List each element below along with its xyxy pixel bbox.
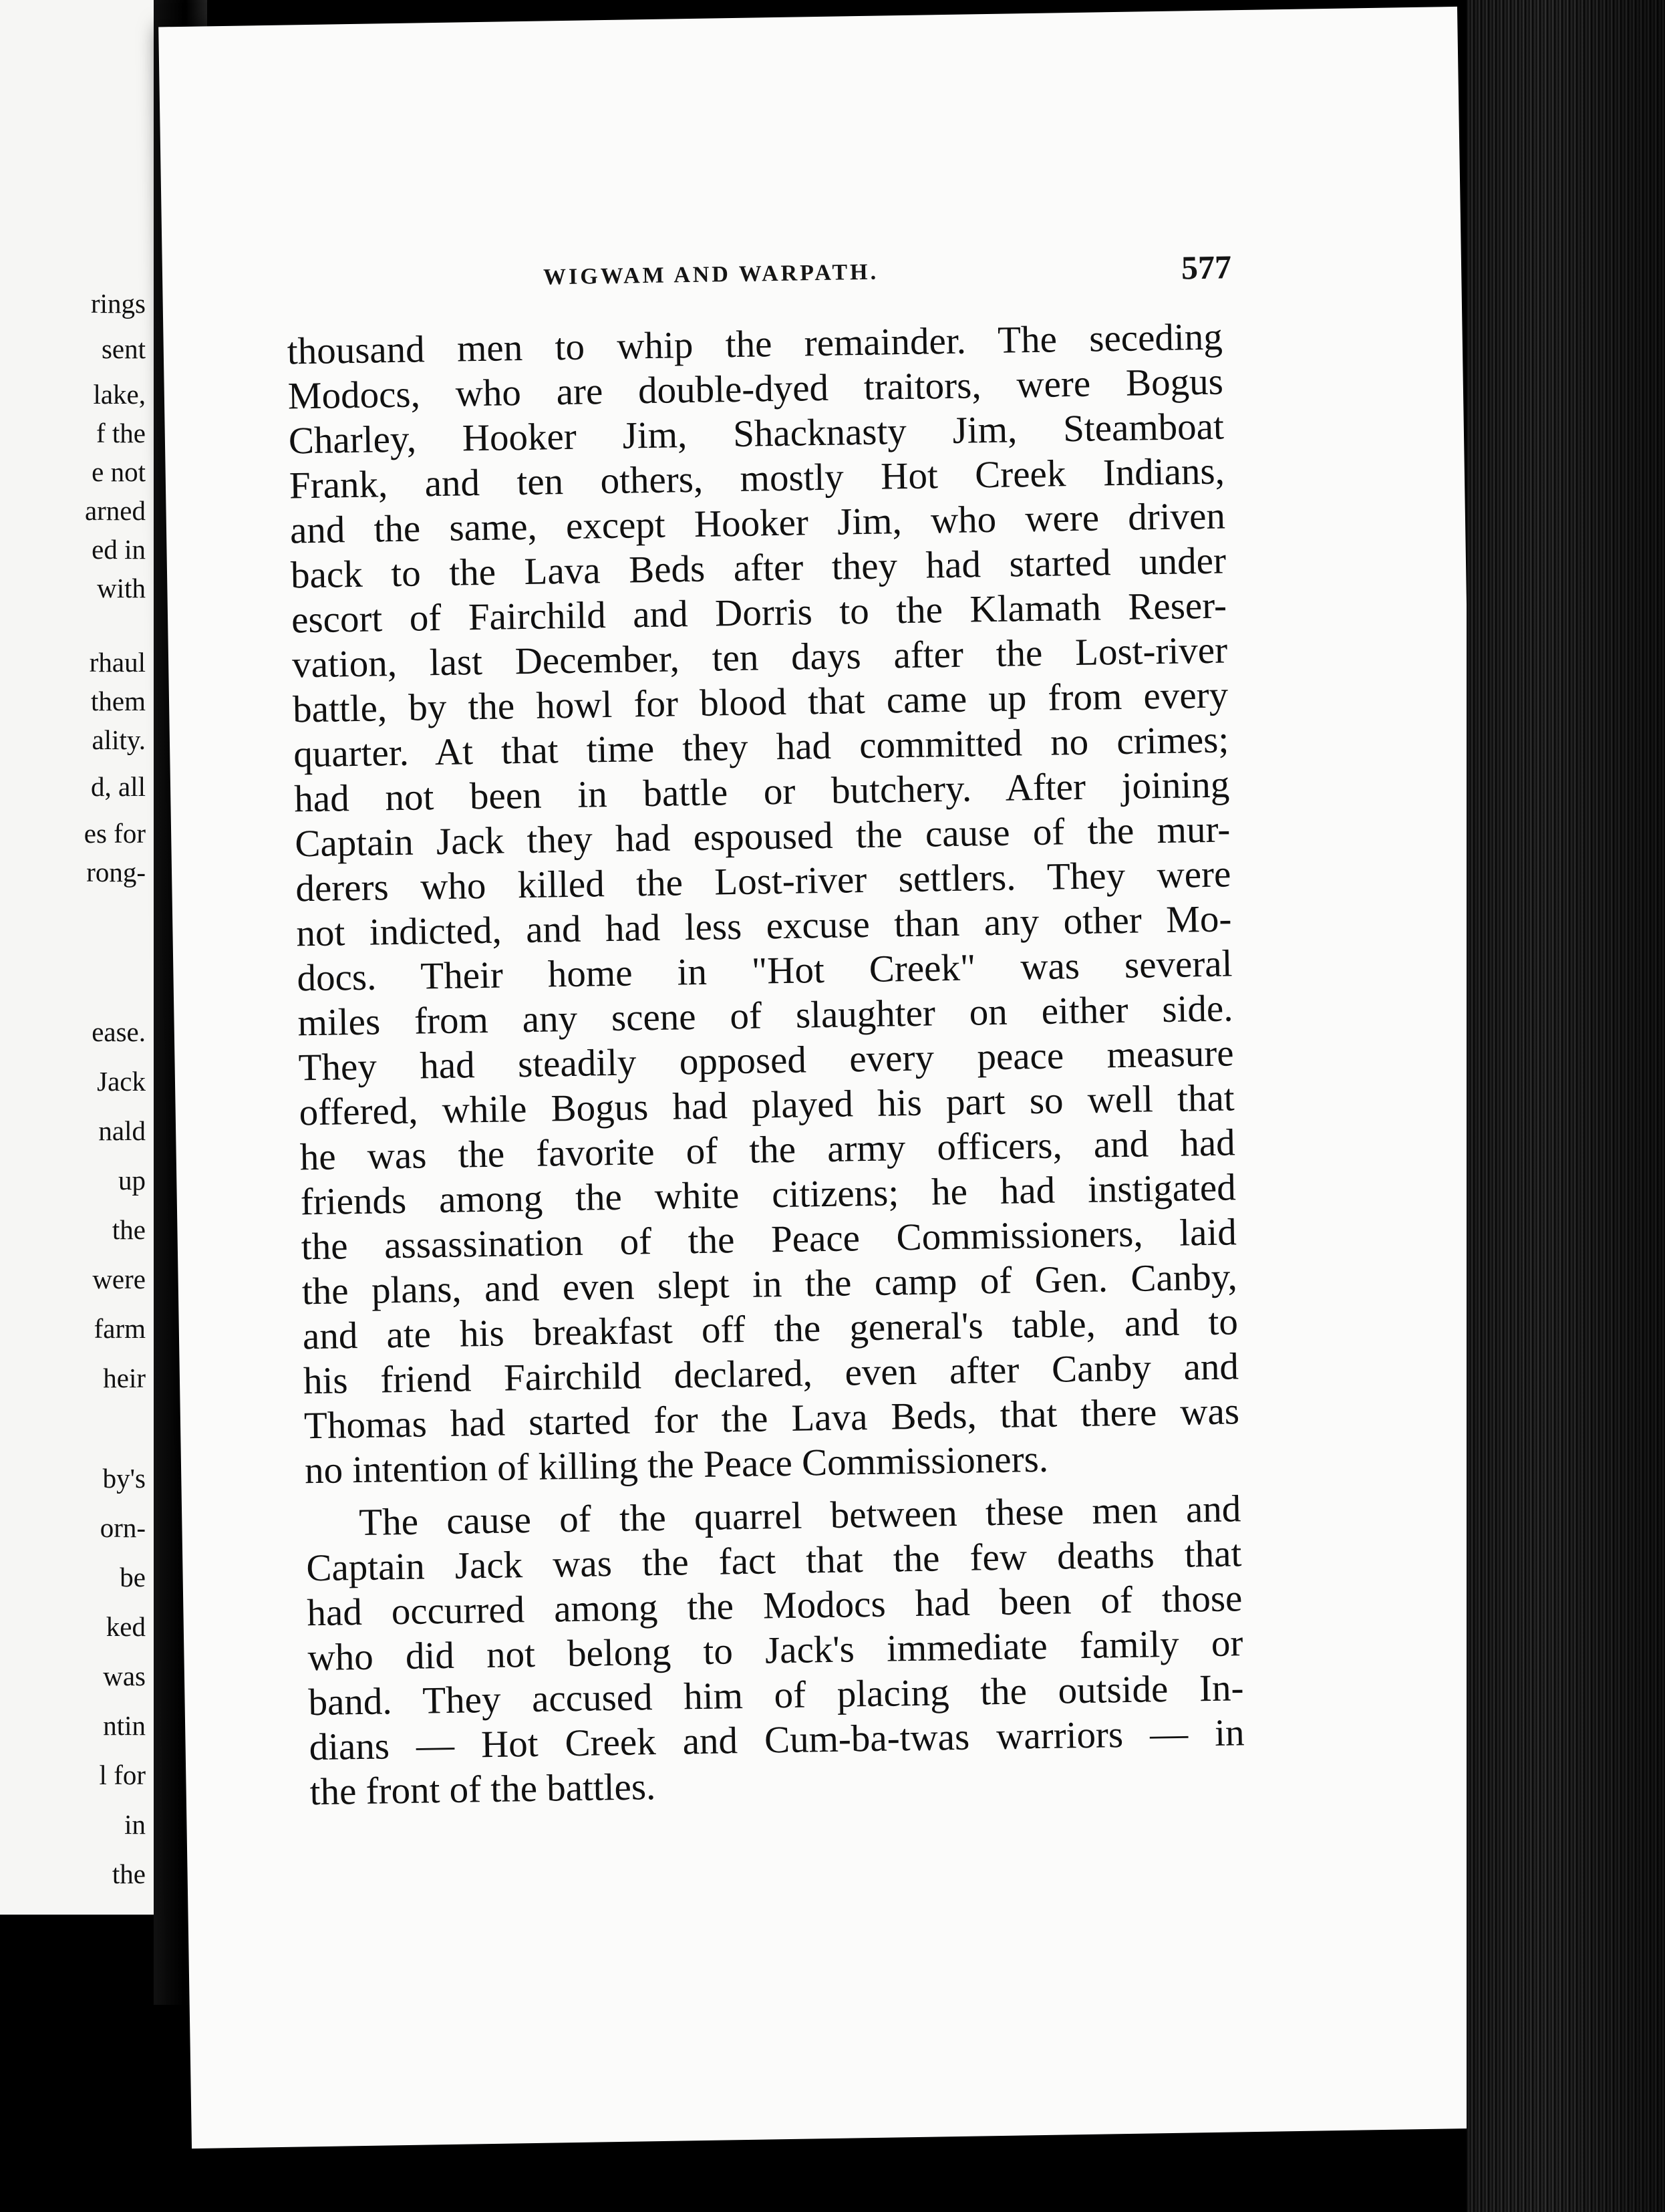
left-page-line: rong- (86, 857, 146, 887)
text-line: the front of the battles. (309, 1766, 656, 1814)
left-page-line: the (112, 1214, 146, 1245)
text-line: battle, by the howl for blood that came up from every (292, 674, 1229, 731)
text-line: back to the Lava Beds after they had started under (290, 539, 1227, 597)
text-line: no intention of killing the Peace Commissioners. (304, 1437, 1049, 1492)
text-line: band. They accused him of placing the outside In- (308, 1667, 1244, 1724)
text-line: docs. Their home in "Hot Creek" was several (297, 942, 1233, 1000)
paragraph-1 (287, 315, 1240, 1494)
left-page-line: were (92, 1264, 146, 1294)
left-page-line: up (118, 1165, 146, 1196)
text-line: Modocs, who are double-dyed traitors, were Bogus (287, 360, 1224, 418)
text-line: Frank, and ten others, mostly Hot Creek Indians, (289, 450, 1225, 507)
left-page-line: farm (94, 1313, 146, 1344)
text-line: dians — Hot Creek and Cum-ba-twas warriors — in (309, 1711, 1245, 1769)
text-line: quarter. At that time they had committed no crimes; (293, 718, 1229, 776)
left-page-line: orn- (100, 1512, 146, 1543)
left-page-line: nald (98, 1115, 146, 1146)
left-page-line: them (91, 686, 146, 716)
text-line: derers who killed the Lost-river settlers. They were (295, 853, 1231, 910)
text-line: and the same, except Hooker Jim, who were driven (289, 495, 1226, 552)
left-page-line: be (120, 1562, 146, 1593)
left-page-line: in (124, 1809, 146, 1840)
text-line: escort of Fairchild and Dorris to the Klamath Reser- (291, 584, 1227, 642)
left-page-line: es for (84, 818, 146, 849)
left-page-line: ntin (103, 1710, 146, 1741)
book-edge-shadow (1467, 0, 1665, 2212)
text-line: Captain Jack they had espoused the cause of the mur- (294, 808, 1231, 865)
left-page-line: arned (84, 495, 146, 526)
left-page-line: ed in (92, 534, 146, 565)
running-head: WIGWAM AND WARPATH. (543, 259, 879, 290)
left-page-line: lake, (93, 379, 146, 410)
text-line: the plans, and even slept in the camp of Gen. Canby, (301, 1256, 1238, 1313)
text-line: not indicted, and had less excuse than any other Mo- (296, 897, 1232, 955)
left-page-line: ease. (92, 1016, 146, 1047)
text-line: They had steadily opposed every peace measure (298, 1032, 1234, 1089)
text-line: offered, while Bogus had played his part so well that (299, 1077, 1235, 1134)
left-page-line: ked (106, 1611, 146, 1642)
paragraph-2 (305, 1486, 1245, 1814)
text-line: The cause of the quarrel between these men and (358, 1488, 1241, 1544)
left-page-line: Jack (97, 1066, 146, 1097)
text-line: and ate his breakfast off the general's table, and to (302, 1300, 1239, 1358)
left-page-line: the (112, 1858, 146, 1889)
text-line: had not been in battle or butchery. After joining (293, 763, 1230, 821)
text-line: his friend Fairchild declared, even after Canby and (303, 1345, 1239, 1403)
left-page-line: with (97, 573, 146, 603)
left-page-line: rings (91, 288, 146, 319)
book-page (158, 7, 1491, 2149)
left-page-line: sent (101, 333, 146, 364)
text-line: vation, last December, ten days after the Lost-river (291, 629, 1228, 686)
text-line: who did not belong to Jack's immediate family or (307, 1622, 1243, 1679)
text-line: friends among the white citizens; he had instigated (300, 1166, 1237, 1224)
page-body (287, 315, 1245, 1815)
text-line: miles from any scene of slaughter on either side. (297, 987, 1233, 1045)
text-line: had occurred among the Modocs had been of those (306, 1577, 1243, 1635)
text-line: he was the favorite of the army officers, and had (299, 1121, 1236, 1179)
left-page-line: e not (92, 456, 146, 487)
text-line: Charley, Hooker Jim, Shacknasty Jim, Steamboat (288, 405, 1225, 462)
left-page-line: d, all (91, 771, 146, 802)
text-line: Thomas had started for the Lava Beds, that there was (303, 1390, 1240, 1447)
left-page-line: rhaul (89, 647, 146, 678)
left-page-line: ality. (92, 724, 146, 755)
left-page-line: heir (103, 1363, 146, 1393)
left-page-line: l for (99, 1760, 146, 1790)
text-line: thousand men to whip the remainder. The seceding (287, 315, 1223, 373)
text-line: Captain Jack was the fact that the few deaths that (305, 1532, 1242, 1590)
page-number: 577 (1181, 248, 1232, 287)
left-page-line: by's (102, 1463, 146, 1494)
text-line: the assassination of the Peace Commissioners, laid (301, 1211, 1237, 1268)
left-page-line: f the (96, 418, 146, 448)
left-facing-page (0, 0, 154, 1915)
left-page-line: was (103, 1661, 146, 1691)
